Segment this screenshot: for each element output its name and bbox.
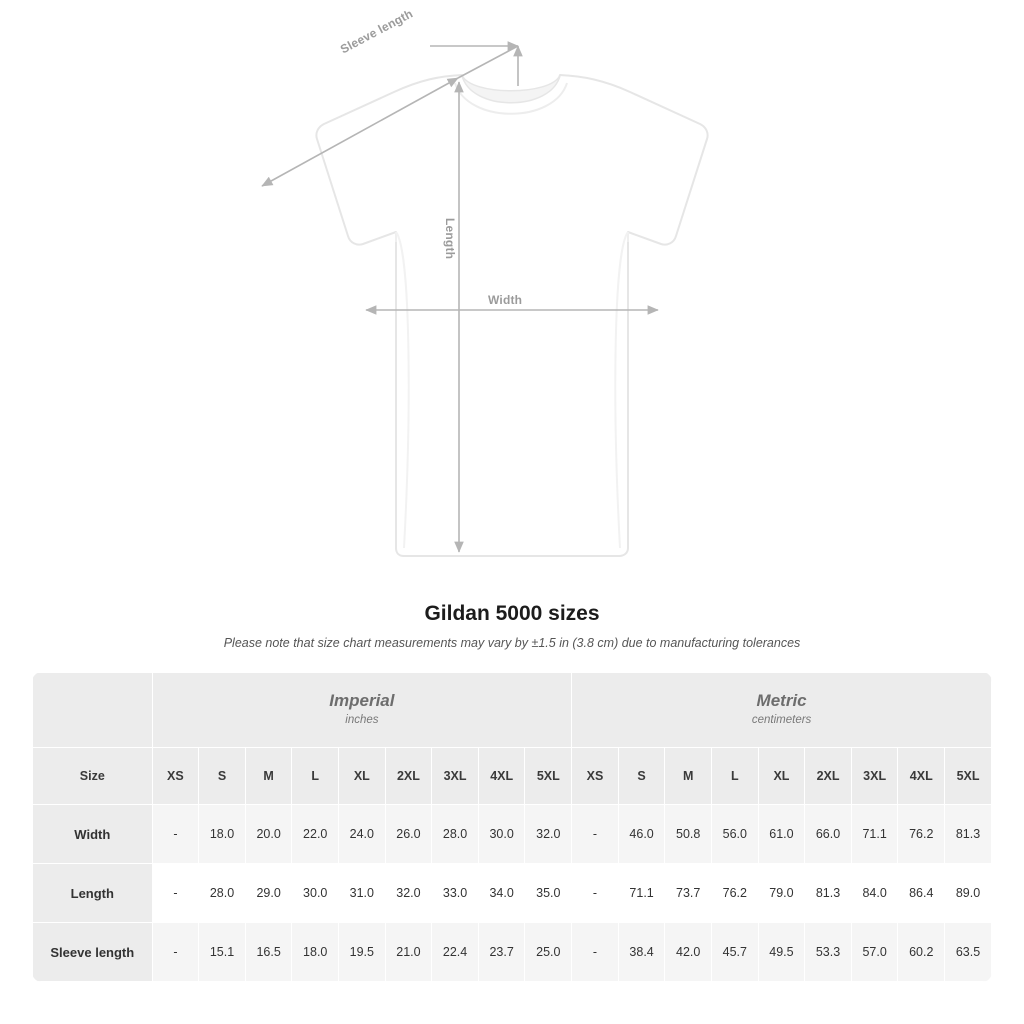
measurement-cell: - bbox=[572, 864, 619, 923]
measurement-cell: 29.0 bbox=[245, 864, 292, 923]
size-chart-table-wrapper bbox=[32, 672, 992, 982]
tshirt-shape bbox=[316, 75, 707, 556]
measurement-cell: 63.5 bbox=[945, 923, 992, 982]
size-column-header: S bbox=[199, 748, 246, 805]
size-column-header: XL bbox=[758, 748, 805, 805]
size-column-header: S bbox=[618, 748, 665, 805]
measurement-cell: 28.0 bbox=[432, 805, 479, 864]
measurement-cell: 57.0 bbox=[851, 923, 898, 982]
tolerance-note: Please note that size chart measurements may vary by ±1.5 in (3.8 cm) due to manufacturing tolerances bbox=[223, 636, 801, 650]
unit-subtitle: inches bbox=[345, 714, 379, 727]
measurement-cell: 53.3 bbox=[805, 923, 852, 982]
measurement-cell: 84.0 bbox=[851, 864, 898, 923]
size-column-header: 5XL bbox=[525, 748, 572, 805]
table-row bbox=[33, 805, 992, 864]
title-block bbox=[0, 602, 1024, 650]
width-label: Width bbox=[484, 293, 526, 307]
measurement-cell: 19.5 bbox=[339, 923, 386, 982]
size-chart-table bbox=[32, 672, 992, 982]
measurement-cell: 60.2 bbox=[898, 923, 945, 982]
measurement-cell: 21.0 bbox=[385, 923, 432, 982]
sleeve-length-label: Sleeve length bbox=[338, 6, 416, 57]
size-column-header: 4XL bbox=[478, 748, 525, 805]
unit-name: Imperial bbox=[329, 691, 395, 711]
table-size-header-row bbox=[33, 748, 992, 805]
measurement-cell: 18.0 bbox=[199, 805, 246, 864]
measurement-cell: 86.4 bbox=[898, 864, 945, 923]
unit-subtitle: centimeters bbox=[751, 714, 812, 727]
measurement-cell: 32.0 bbox=[385, 864, 432, 923]
length-label: Length bbox=[443, 218, 457, 260]
size-column-header: M bbox=[665, 748, 712, 805]
size-header-label: Size bbox=[33, 748, 153, 805]
row-label: Length bbox=[33, 864, 153, 923]
measurement-cell: 89.0 bbox=[945, 864, 992, 923]
measurement-cell: 34.0 bbox=[478, 864, 525, 923]
measurement-cell: 42.0 bbox=[665, 923, 712, 982]
measurement-cell: 76.2 bbox=[712, 864, 759, 923]
measurement-cell: 50.8 bbox=[665, 805, 712, 864]
measurement-cell: - bbox=[152, 864, 199, 923]
measurement-cell: 31.0 bbox=[339, 864, 386, 923]
size-column-header: L bbox=[712, 748, 759, 805]
size-column-header: XS bbox=[152, 748, 199, 805]
size-column-header: L bbox=[292, 748, 339, 805]
table-unit-header-row bbox=[33, 673, 992, 748]
measurement-cell: 71.1 bbox=[618, 864, 665, 923]
measurement-cell: 49.5 bbox=[758, 923, 805, 982]
measurement-cell: - bbox=[572, 923, 619, 982]
row-label: Width bbox=[33, 805, 153, 864]
measurement-cell: 30.0 bbox=[292, 864, 339, 923]
measurement-cell: 71.1 bbox=[851, 805, 898, 864]
measurement-cell: 22.4 bbox=[432, 923, 479, 982]
measurement-cell: - bbox=[572, 805, 619, 864]
measurement-cell: 30.0 bbox=[478, 805, 525, 864]
measurement-cell: 46.0 bbox=[618, 805, 665, 864]
size-column-header: 2XL bbox=[805, 748, 852, 805]
measurement-cell: - bbox=[152, 805, 199, 864]
measurement-cell: 26.0 bbox=[385, 805, 432, 864]
page-title: Gildan 5000 sizes bbox=[424, 602, 600, 625]
table-corner-cell bbox=[33, 673, 153, 748]
size-column-header: XS bbox=[572, 748, 619, 805]
measurement-cell: 28.0 bbox=[199, 864, 246, 923]
measurement-cell: 24.0 bbox=[339, 805, 386, 864]
size-column-header: 3XL bbox=[432, 748, 479, 805]
unit-header-metric bbox=[572, 673, 992, 748]
measurement-cell: 23.7 bbox=[478, 923, 525, 982]
measurement-cell: 81.3 bbox=[945, 805, 992, 864]
measurement-cell: 66.0 bbox=[805, 805, 852, 864]
measurement-cell: 38.4 bbox=[618, 923, 665, 982]
measurement-cell: 22.0 bbox=[292, 805, 339, 864]
size-column-header: M bbox=[245, 748, 292, 805]
measurement-cell: 35.0 bbox=[525, 864, 572, 923]
measurement-cell: 25.0 bbox=[525, 923, 572, 982]
size-column-header: 5XL bbox=[945, 748, 992, 805]
measurement-cell: 15.1 bbox=[199, 923, 246, 982]
measurement-cell: 61.0 bbox=[758, 805, 805, 864]
size-column-header: 2XL bbox=[385, 748, 432, 805]
row-label: Sleeve length bbox=[33, 923, 153, 982]
table-row bbox=[33, 923, 992, 982]
table-row bbox=[33, 864, 992, 923]
size-column-header: 3XL bbox=[851, 748, 898, 805]
measurement-cell: 56.0 bbox=[712, 805, 759, 864]
measurement-cell: - bbox=[152, 923, 199, 982]
measurement-cell: 81.3 bbox=[805, 864, 852, 923]
measurement-cell: 16.5 bbox=[245, 923, 292, 982]
unit-header-imperial bbox=[152, 673, 572, 748]
measurement-cell: 79.0 bbox=[758, 864, 805, 923]
measurement-cell: 73.7 bbox=[665, 864, 712, 923]
size-column-header: XL bbox=[339, 748, 386, 805]
measurement-cell: 32.0 bbox=[525, 805, 572, 864]
measurement-cell: 18.0 bbox=[292, 923, 339, 982]
measurement-cell: 20.0 bbox=[245, 805, 292, 864]
unit-name: Metric bbox=[756, 691, 807, 711]
size-column-header: 4XL bbox=[898, 748, 945, 805]
measurement-cell: 76.2 bbox=[898, 805, 945, 864]
measurement-cell: 33.0 bbox=[432, 864, 479, 923]
measurement-cell: 45.7 bbox=[712, 923, 759, 982]
